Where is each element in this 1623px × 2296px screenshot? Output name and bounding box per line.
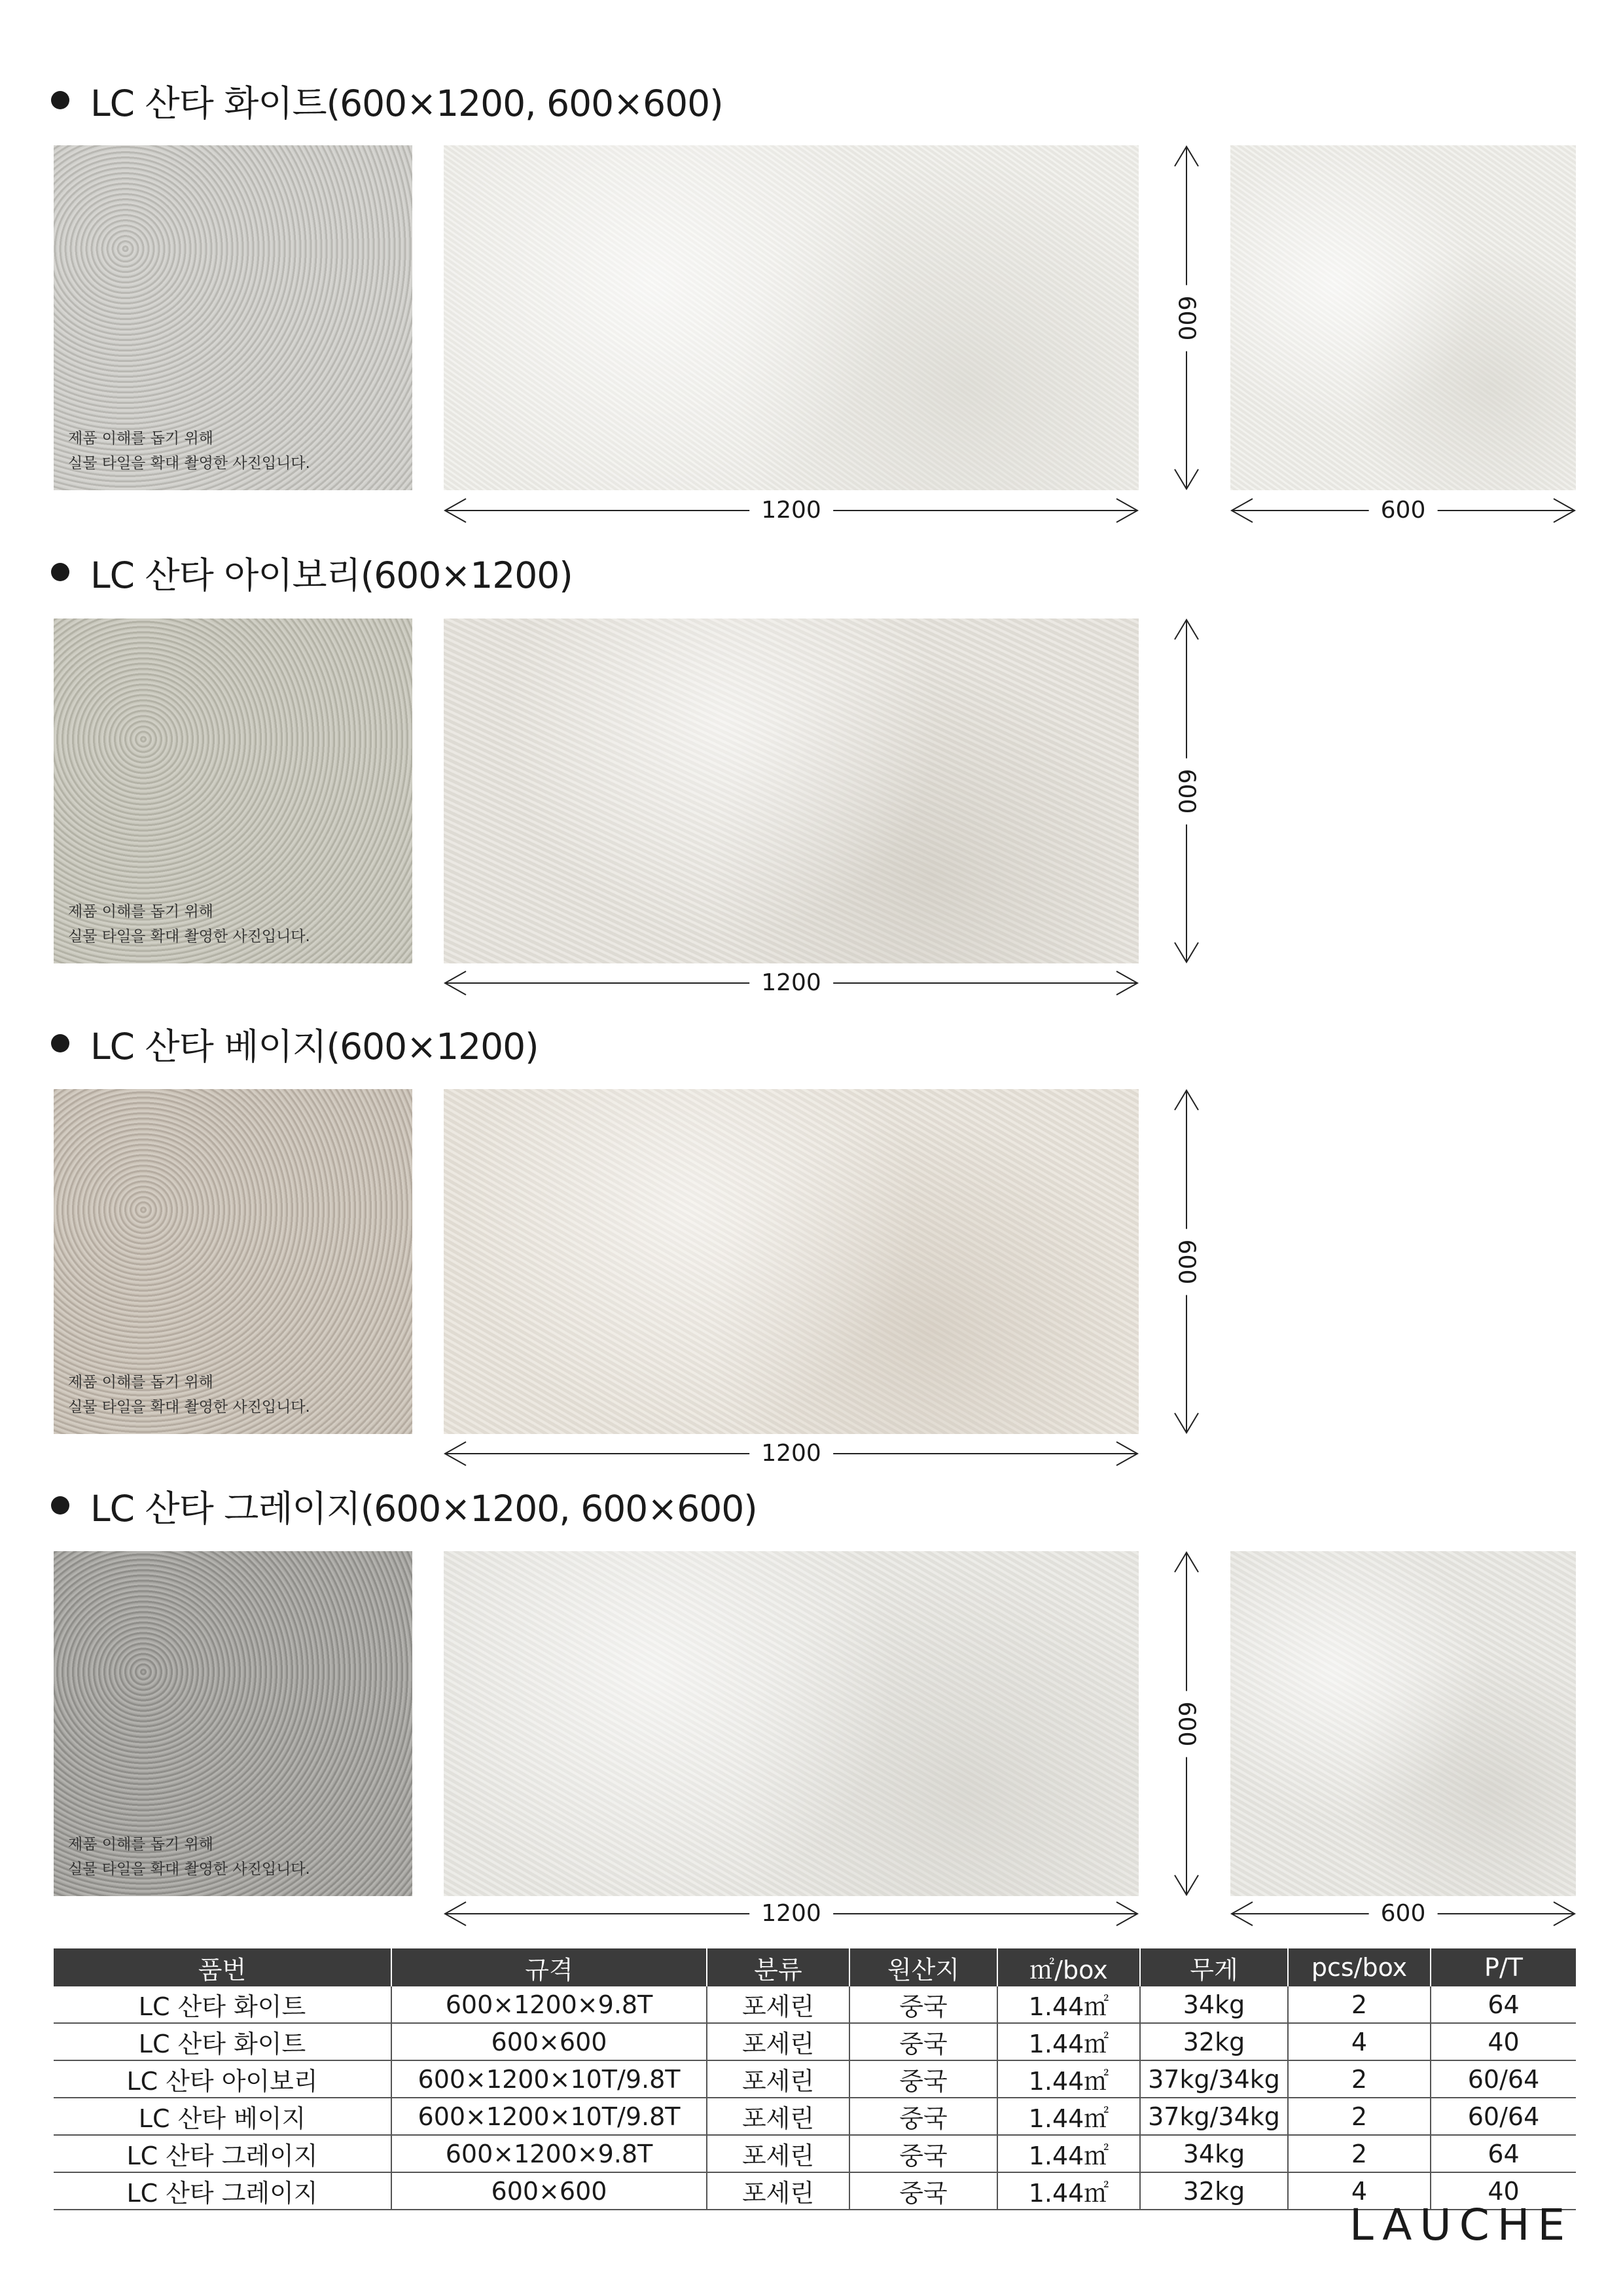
table-cell: 600×600 <box>391 2023 707 2060</box>
dimension-width <box>444 1901 1139 1927</box>
table-cell: 2 <box>1288 2135 1431 2172</box>
table-cell: 600×1200×10T/9.8T <box>391 2060 707 2098</box>
table-cell: LC 산타 그레이지 <box>54 2135 391 2172</box>
dimension-label: 1200 <box>749 1441 833 1467</box>
table-cell: 1.44㎡ <box>997 2172 1140 2210</box>
section-title-text: LC 산타 그레이지(600×1200, 600×600) <box>90 1487 757 1530</box>
section-title-text: LC 산타 아이보리(600×1200) <box>90 554 573 596</box>
bullet-icon <box>51 91 69 109</box>
table-cell: 중국 <box>849 2098 997 2135</box>
brand-logo: LAUCHE <box>1349 2200 1573 2250</box>
column-header: 원산지 <box>849 1948 997 1986</box>
dimension-label: 1200 <box>749 497 833 524</box>
column-header: 무게 <box>1140 1948 1288 1986</box>
table-cell: 600×600 <box>391 2172 707 2210</box>
table-cell: 37kg/34kg <box>1140 2060 1288 2098</box>
caption-line: 실물 타일을 확대 촬영한 사진입니다. <box>68 1399 310 1416</box>
table-cell: 포세린 <box>707 1986 849 2023</box>
column-header: 규격 <box>391 1948 707 1986</box>
table-cell: 2 <box>1288 2098 1431 2135</box>
table-row <box>54 2023 1576 2060</box>
caption-line: 제품 이해를 돕기 위해 <box>68 1836 213 1853</box>
dimension-label: 600 <box>1173 285 1200 351</box>
dimension-label: 600 <box>1173 1691 1200 1757</box>
section-title <box>51 546 573 598</box>
column-header: pcs/box <box>1288 1948 1431 1986</box>
table-cell: 포세린 <box>707 2172 849 2210</box>
dimension-height <box>1173 1089 1200 1434</box>
table-cell: 1.44㎡ <box>997 2060 1140 2098</box>
dimension-label: 1200 <box>749 1901 833 1927</box>
dimension-width <box>444 1441 1139 1467</box>
table-cell: 60/64 <box>1431 2060 1576 2098</box>
table-cell: 포세린 <box>707 2135 849 2172</box>
table-cell: 4 <box>1288 2023 1431 2060</box>
section-title-text: LC 산타 화이트(600×1200, 600×600) <box>90 82 723 124</box>
tile-600x1200 <box>444 1089 1139 1434</box>
bullet-icon <box>51 1034 69 1052</box>
table-cell: 60/64 <box>1431 2098 1576 2135</box>
column-header: 분류 <box>707 1948 849 1986</box>
table-cell: 중국 <box>849 2172 997 2210</box>
section-title <box>51 1017 539 1069</box>
dimension-height <box>1173 1551 1200 1896</box>
table-row <box>54 2135 1576 2172</box>
table-row <box>54 2060 1576 2098</box>
table-cell: 34kg <box>1140 2135 1288 2172</box>
dimension-height <box>1173 145 1200 490</box>
table-cell: 1.44㎡ <box>997 2098 1140 2135</box>
table-cell: 64 <box>1431 2135 1576 2172</box>
table-cell: LC 산타 화이트 <box>54 1986 391 2023</box>
table-cell: 포세린 <box>707 2060 849 2098</box>
caption-line: 실물 타일을 확대 촬영한 사진입니다. <box>68 455 310 472</box>
section-title-text: LC 산타 베이지(600×1200) <box>90 1025 539 1067</box>
section-title <box>51 74 723 126</box>
table-cell: 중국 <box>849 2060 997 2098</box>
tile-600x1200 <box>444 1551 1139 1896</box>
dimension-label: 600 <box>1369 497 1438 524</box>
table-cell: 40 <box>1431 2172 1576 2210</box>
caption-line: 제품 이해를 돕기 위해 <box>68 430 213 447</box>
closeup-photo <box>54 1089 412 1434</box>
closeup-caption <box>68 426 310 476</box>
dimension-label: 600 <box>1173 1229 1200 1295</box>
table-cell: 40 <box>1431 2023 1576 2060</box>
table-cell: LC 산타 베이지 <box>54 2098 391 2135</box>
table-cell: 34kg <box>1140 1986 1288 2023</box>
table-cell: 1.44㎡ <box>997 2023 1140 2060</box>
dimension-label: 1200 <box>749 970 833 996</box>
table-cell: 2 <box>1288 1986 1431 2023</box>
closeup-caption <box>68 1370 310 1420</box>
table-cell: 1.44㎡ <box>997 2135 1140 2172</box>
tile-600x600 <box>1230 145 1576 490</box>
dimension-width-small <box>1230 1901 1576 1927</box>
caption-line: 실물 타일을 확대 촬영한 사진입니다. <box>68 928 310 945</box>
closeup-photo <box>54 619 412 963</box>
tile-600x600 <box>1230 1551 1576 1896</box>
table-cell: LC 산타 화이트 <box>54 2023 391 2060</box>
column-header: P/T <box>1431 1948 1576 1986</box>
tile-600x1200 <box>444 619 1139 963</box>
dimension-width <box>444 970 1139 996</box>
dimension-width-small <box>1230 497 1576 524</box>
table-cell: 포세린 <box>707 2023 849 2060</box>
table-cell: LC 산타 그레이지 <box>54 2172 391 2210</box>
caption-line: 제품 이해를 돕기 위해 <box>68 1374 213 1391</box>
table-cell: 37kg/34kg <box>1140 2098 1288 2135</box>
table-row <box>54 1986 1576 2023</box>
table-cell: 포세린 <box>707 2098 849 2135</box>
table-cell: 64 <box>1431 1986 1576 2023</box>
table-cell: 중국 <box>849 2023 997 2060</box>
closeup-caption <box>68 1832 310 1882</box>
closeup-photo <box>54 1551 412 1896</box>
table-cell: 중국 <box>849 2135 997 2172</box>
table-row <box>54 2172 1576 2210</box>
column-header: 품번 <box>54 1948 391 1986</box>
table-cell: 1.44㎡ <box>997 1986 1140 2023</box>
dimension-label: 600 <box>1369 1901 1438 1927</box>
dimension-label: 600 <box>1173 758 1200 824</box>
dimension-height <box>1173 619 1200 963</box>
table-cell: LC 산타 아이보리 <box>54 2060 391 2098</box>
closeup-caption <box>68 899 310 949</box>
tile-600x1200 <box>444 145 1139 490</box>
table-cell: 32kg <box>1140 2172 1288 2210</box>
table-cell: 600×1200×9.8T <box>391 2135 707 2172</box>
table-header-row <box>54 1948 1576 1986</box>
caption-line: 제품 이해를 돕기 위해 <box>68 903 213 920</box>
section-title <box>51 1479 757 1532</box>
table-cell: 600×1200×10T/9.8T <box>391 2098 707 2135</box>
closeup-photo <box>54 145 412 490</box>
column-header: ㎡/box <box>997 1948 1140 1986</box>
table-cell: 32kg <box>1140 2023 1288 2060</box>
dimension-width <box>444 497 1139 524</box>
table-cell: 2 <box>1288 2060 1431 2098</box>
spec-table <box>54 1948 1576 2210</box>
table-cell: 중국 <box>849 1986 997 2023</box>
table-cell: 600×1200×9.8T <box>391 1986 707 2023</box>
table-cell: 4 <box>1288 2172 1431 2210</box>
table-row <box>54 2098 1576 2135</box>
bullet-icon <box>51 563 69 581</box>
caption-line: 실물 타일을 확대 촬영한 사진입니다. <box>68 1861 310 1878</box>
bullet-icon <box>51 1496 69 1515</box>
